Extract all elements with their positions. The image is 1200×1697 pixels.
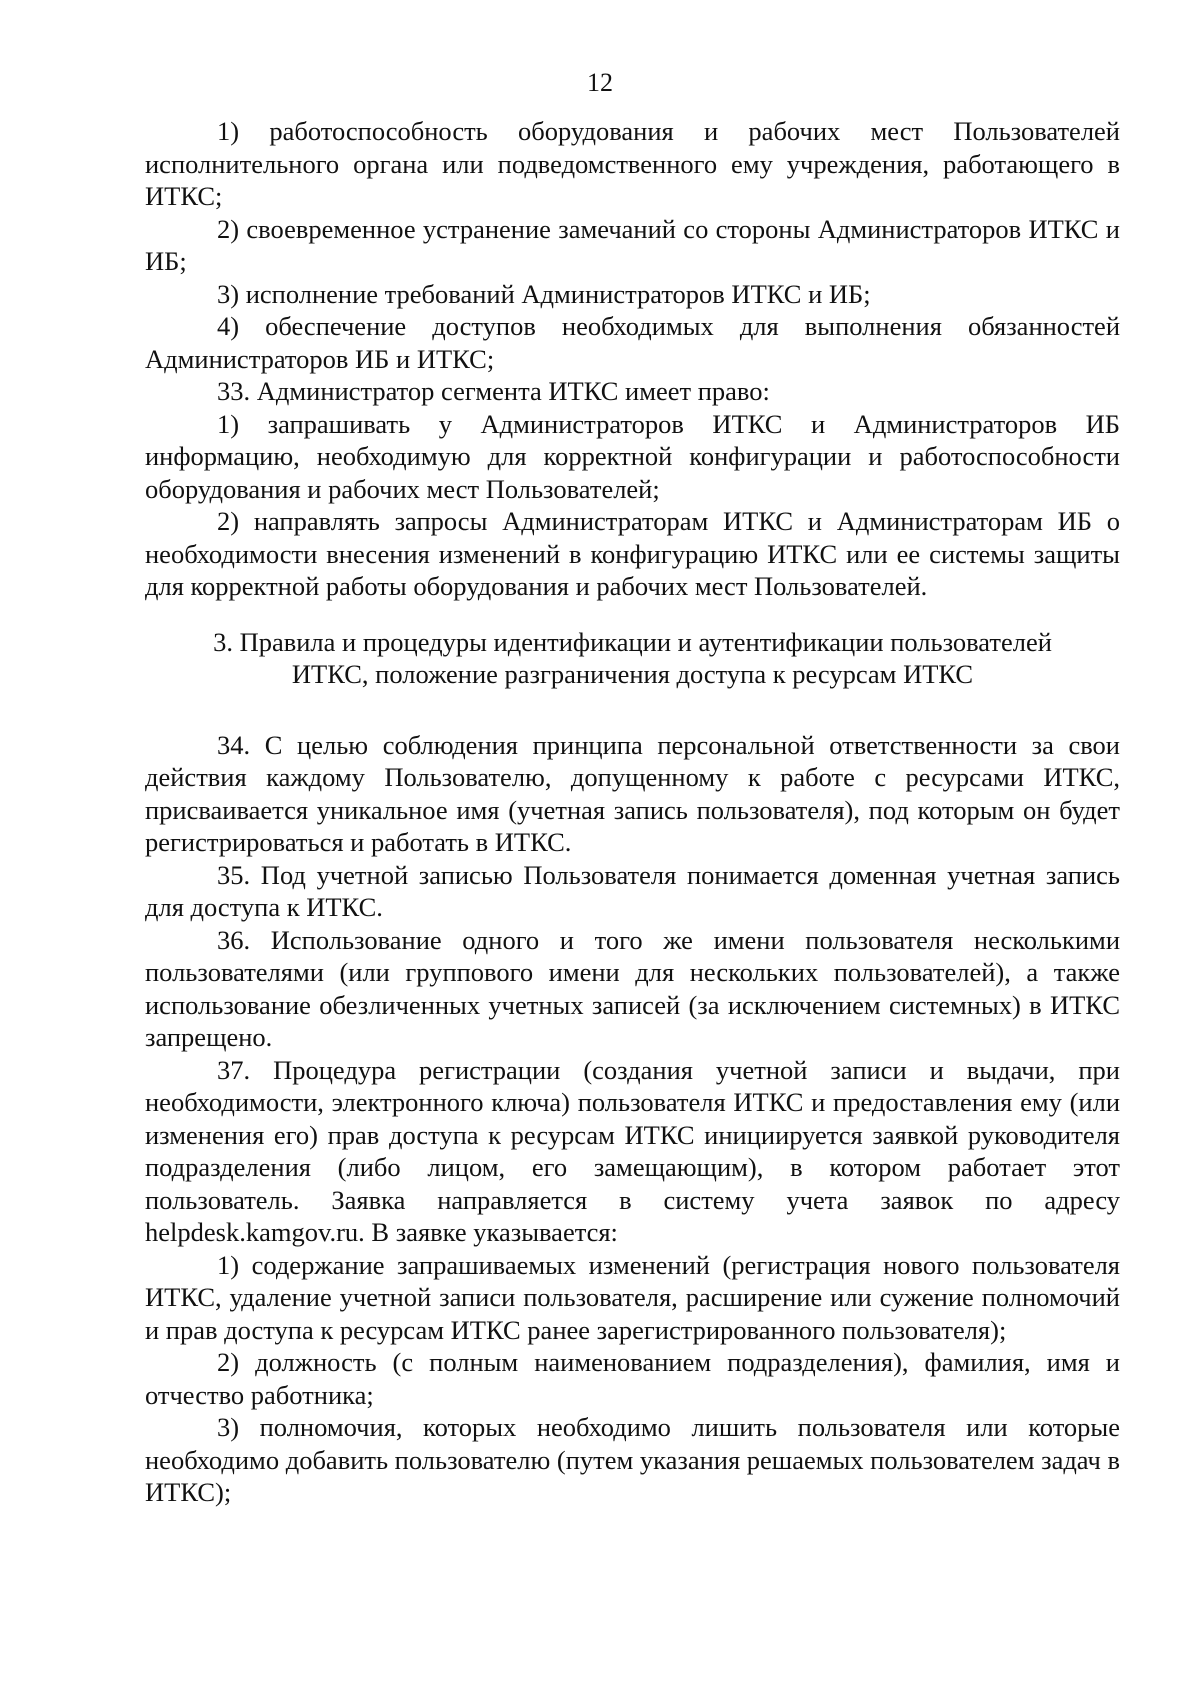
section-heading (145, 626, 1120, 691)
paragraph-clause-32-4: 4) обеспечение доступов необходимых для выполнения обязанностей Администраторов ИБ и ИТКС; (145, 311, 1120, 374)
paragraph-clause-32-2: 2) своевременное устранение замечаний со стороны Администраторов ИТКС и ИБ; (145, 213, 1120, 276)
paragraph-clause-37-2: 2) должность (с полным наименованием подразделения), фамилия, имя и отчество работника; (145, 1347, 1120, 1410)
paragraph-clause-33-2: 2) направлять запросы Администраторам ИТКС и Администраторам ИБ о необходимости внесения изменений в конфигурацию ИТКС или ее системы защиты для корректной работы оборудования и рабочих мест Пользователей. (145, 506, 1120, 601)
page-number: 12 (587, 68, 613, 97)
paragraph-clause-33: 33. Администратор сегмента ИТКС имеет право: (217, 376, 770, 406)
paragraph-clause-37: 37. Процедура регистрации (создания учетной записи и выдачи, при необходимости, электронного ключа) пользователя ИТКС и предоставления ему (или изменения его) прав доступа к ресурсам ИТКС инициируется заявкой руководителя подразделения (либо лицом, его замещающим), в котором работает этот пользователь. Заявка направляется в систему учета заявок по адресу helpdesk.kamgov.ru. В заявке указывается: (145, 1054, 1120, 1247)
paragraph-clause-33-1: 1) запрашивать у Администраторов ИТКС и Администраторов ИБ информацию, необходимую для корректной конфигурации и работоспособности оборудования и рабочих мест Пользователей; (145, 408, 1120, 504)
paragraph-clause-34: 34. С целью соблюдения принципа персональной ответственности за свои действия каждому Пользователю, допущенному к работе с ресурсами ИТКС, присваивается уникальное имя (учетная запись пользователя), под которым он будет регистрироваться и работать в ИТКС. (145, 729, 1120, 857)
paragraph-clause-32-3: 3) исполнение требований Администраторов ИТКС и ИБ; (217, 278, 871, 309)
paragraph-clause-35: 35. Под учетной записью Пользователя понимается доменная учетная запись для доступа к ИТКС. (145, 859, 1120, 922)
section-heading-line-1: 3. Правила и процедуры идентификации и аутентификации пользователей (213, 626, 1052, 657)
document-body (145, 115, 1120, 1509)
paragraph-clause-32-1: 1) работоспособность оборудования и рабочих мест Пользователей исполнительного органа или подведомственного ему учреждения, работающего в ИТКС; (145, 116, 1120, 211)
paragraph-clause-37-1: 1) содержание запрашиваемых изменений (регистрация нового пользователя ИТКС, удаление учетной записи пользователя, расширение или сужение полномочий и прав доступа к ресурсам ИТКС ранее зарегистрированного пользователя); (145, 1249, 1120, 1345)
paragraph-clause-37-3: 3) полномочия, которых необходимо лишить пользователя или которые необходимо добавить пользователю (путем указания решаемых пользователем задач в ИТКС); (145, 1412, 1120, 1507)
paragraph-clause-36: 36. Использование одного и того же имени пользователя несколькими пользователями (или группового имени для нескольких пользователей), а также использование обезличенных учетных записей (за исключением системных) в ИТКС запрещено. (145, 924, 1120, 1052)
section-heading-line-2: ИТКС, положение разграничения доступа к ресурсам ИТКС (291, 659, 974, 689)
